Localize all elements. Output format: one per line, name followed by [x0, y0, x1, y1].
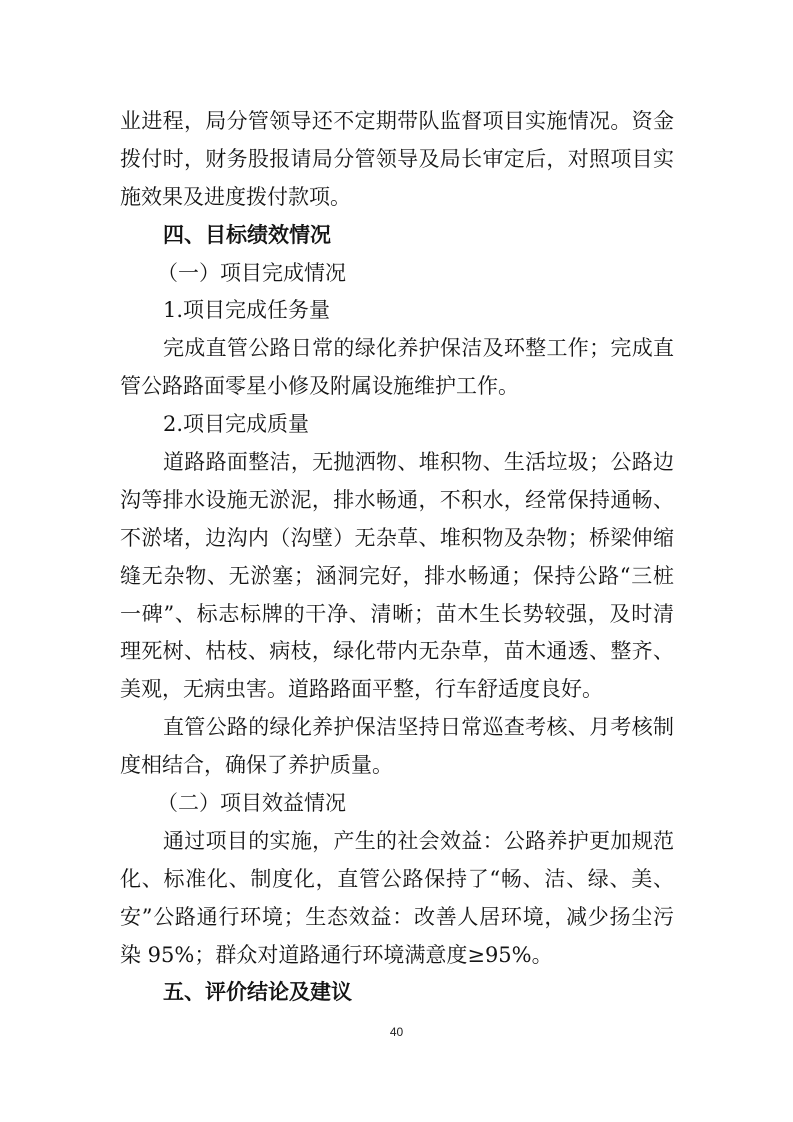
paragraph-line: 度相结合，确保了养护质量。: [120, 753, 393, 778]
intro-paragraph: [120, 103, 674, 217]
paragraph-line: 理死树、枯枝、病枝，绿化带内无杂草，苗木通透、整齐、: [120, 639, 674, 664]
paragraph-line: 管公路路面零星小修及附属设施维护工作。: [120, 374, 519, 399]
item-1-paragraph: [120, 330, 674, 406]
paragraph-line: 化、标准化、制度化，直管公路保持了“畅、洁、绿、美、: [120, 866, 674, 891]
item-2-paragraph-2: [120, 709, 674, 785]
paragraph-line: 拨付时，财务股报请局分管领导及局长审定后，对照项目实: [120, 146, 674, 171]
paragraph-line: 完成直管公路日常的绿化养护保洁及环整工作；完成直: [163, 336, 674, 361]
section-heading-4: 四、目标绩效情况: [163, 222, 331, 247]
paragraph-line: 道路路面整洁，无抛洒物、堆积物、生活垃圾；公路边: [163, 450, 674, 475]
page-number: 40: [389, 1025, 404, 1039]
item-2-paragraph-1: [120, 444, 674, 709]
paragraph-line: 不淤堵，边沟内（沟壁）无杂草、堆积物及杂物；桥梁伸缩: [120, 525, 674, 550]
document-body: [120, 103, 674, 1012]
item-heading-1: 1.项目完成任务量: [163, 298, 331, 323]
paragraph-line: 业进程，局分管领导还不定期带队监督项目实施情况。资金: [120, 109, 674, 133]
paragraph-line: 美观，无病虫害。道路路面平整，行车舒适度良好。: [120, 677, 603, 702]
item-heading-2: 2.项目完成质量: [163, 412, 310, 437]
paragraph-line: 染 95%；群众对道路通行环境满意度≥95%。: [120, 942, 553, 967]
section-heading-5: 五、评价结论及建议: [163, 980, 352, 1005]
paragraph-line: 通过项目的实施，产生的社会效益：公路养护更加规范: [163, 828, 674, 853]
subsection-heading-2: （二）项目效益情况: [157, 791, 346, 816]
subsection-heading-1: （一）项目完成情况: [157, 260, 346, 285]
paragraph-line: 直管公路的绿化养护保洁坚持日常巡查考核、月考核制: [163, 715, 674, 740]
paragraph-line: 施效果及进度拨付款项。: [120, 184, 351, 209]
paragraph-line: 沟等排水设施无淤泥，排水畅通，不积水，经常保持通畅、: [120, 487, 674, 512]
subsection-2-paragraph: [120, 823, 674, 975]
paragraph-line: 一碑”、标志标牌的干净、清晰；苗木生长势较强，及时清: [120, 601, 674, 626]
paragraph-line: 安”公路通行环境；生态效益：改善人居环境，减少扬尘污: [120, 904, 674, 929]
paragraph-line: 缝无杂物、无淤塞；涵洞完好，排水畅通；保持公路“三桩: [120, 563, 674, 588]
